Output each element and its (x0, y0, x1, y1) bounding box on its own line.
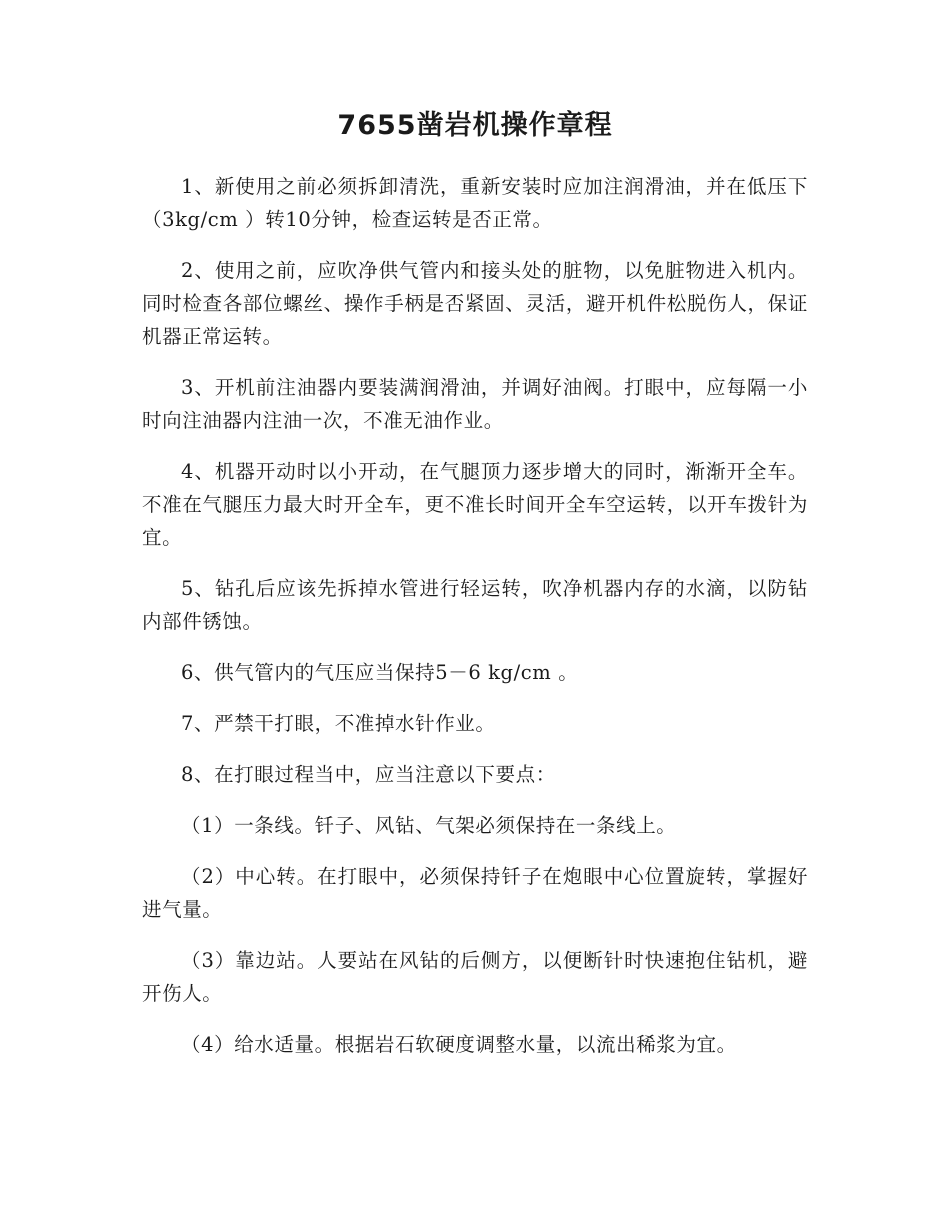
paragraph-1: 1、新使用之前必须拆卸清洗，重新安装时应加注润滑油，并在低压下（3kg/cm ）转10分钟，检查运转是否正常。 (142, 175, 808, 231)
list-item-4: （4）给水适量。根据岩石软硬度调整水量，以流出稀浆为宜。 (181, 1033, 737, 1056)
paragraph-2: 2、使用之前，应吹净供气管内和接头处的脏物，以免脏物进入机内。同时检查各部位螺丝、操作手柄是否紧固、灵活，避开机件松脱伤人，保证机器正常运转。 (142, 259, 808, 348)
paragraph-3: 3、开机前注油器内要装满润滑油，并调好油阀。打眼中，应每隔一小时向注油器内注油一次，不准无油作业。 (142, 376, 808, 432)
document-title: 7655凿岩机操作章程 (337, 110, 613, 141)
list-item-1: （1）一条线。钎子、风钻、气架必须保持在一条线上。 (181, 814, 677, 837)
paragraph-7: 7、严禁干打眼，不准掉水针作业。 (181, 712, 496, 735)
paragraph-8: 8、在打眼过程当中，应当注意以下要点： (181, 763, 556, 786)
list-item-2: （2）中心转。在打眼中，必须保持钎子在炮眼中心位置旋转，掌握好进气量。 (142, 865, 808, 921)
paragraph-6: 6、供气管内的气压应当保持5－6 kg/cm 。 (181, 661, 579, 684)
paragraph-4: 4、机器开动时以小开动，在气腿顶力逐步增大的同时，渐渐开全车。不准在气腿压力最大时开全车，更不准长时间开全车空运转，以开车拨针为宜。 (142, 460, 808, 549)
list-item-3: （3）靠边站。人要站在风钻的后侧方，以便断针时快速抱住钻机，避开伤人。 (142, 949, 808, 1005)
paragraph-5: 5、钻孔后应该先拆掉水管进行轻运转，吹净机器内存的水滴，以防钻内部件锈蚀。 (142, 577, 808, 633)
document-page (142, 108, 808, 1079)
